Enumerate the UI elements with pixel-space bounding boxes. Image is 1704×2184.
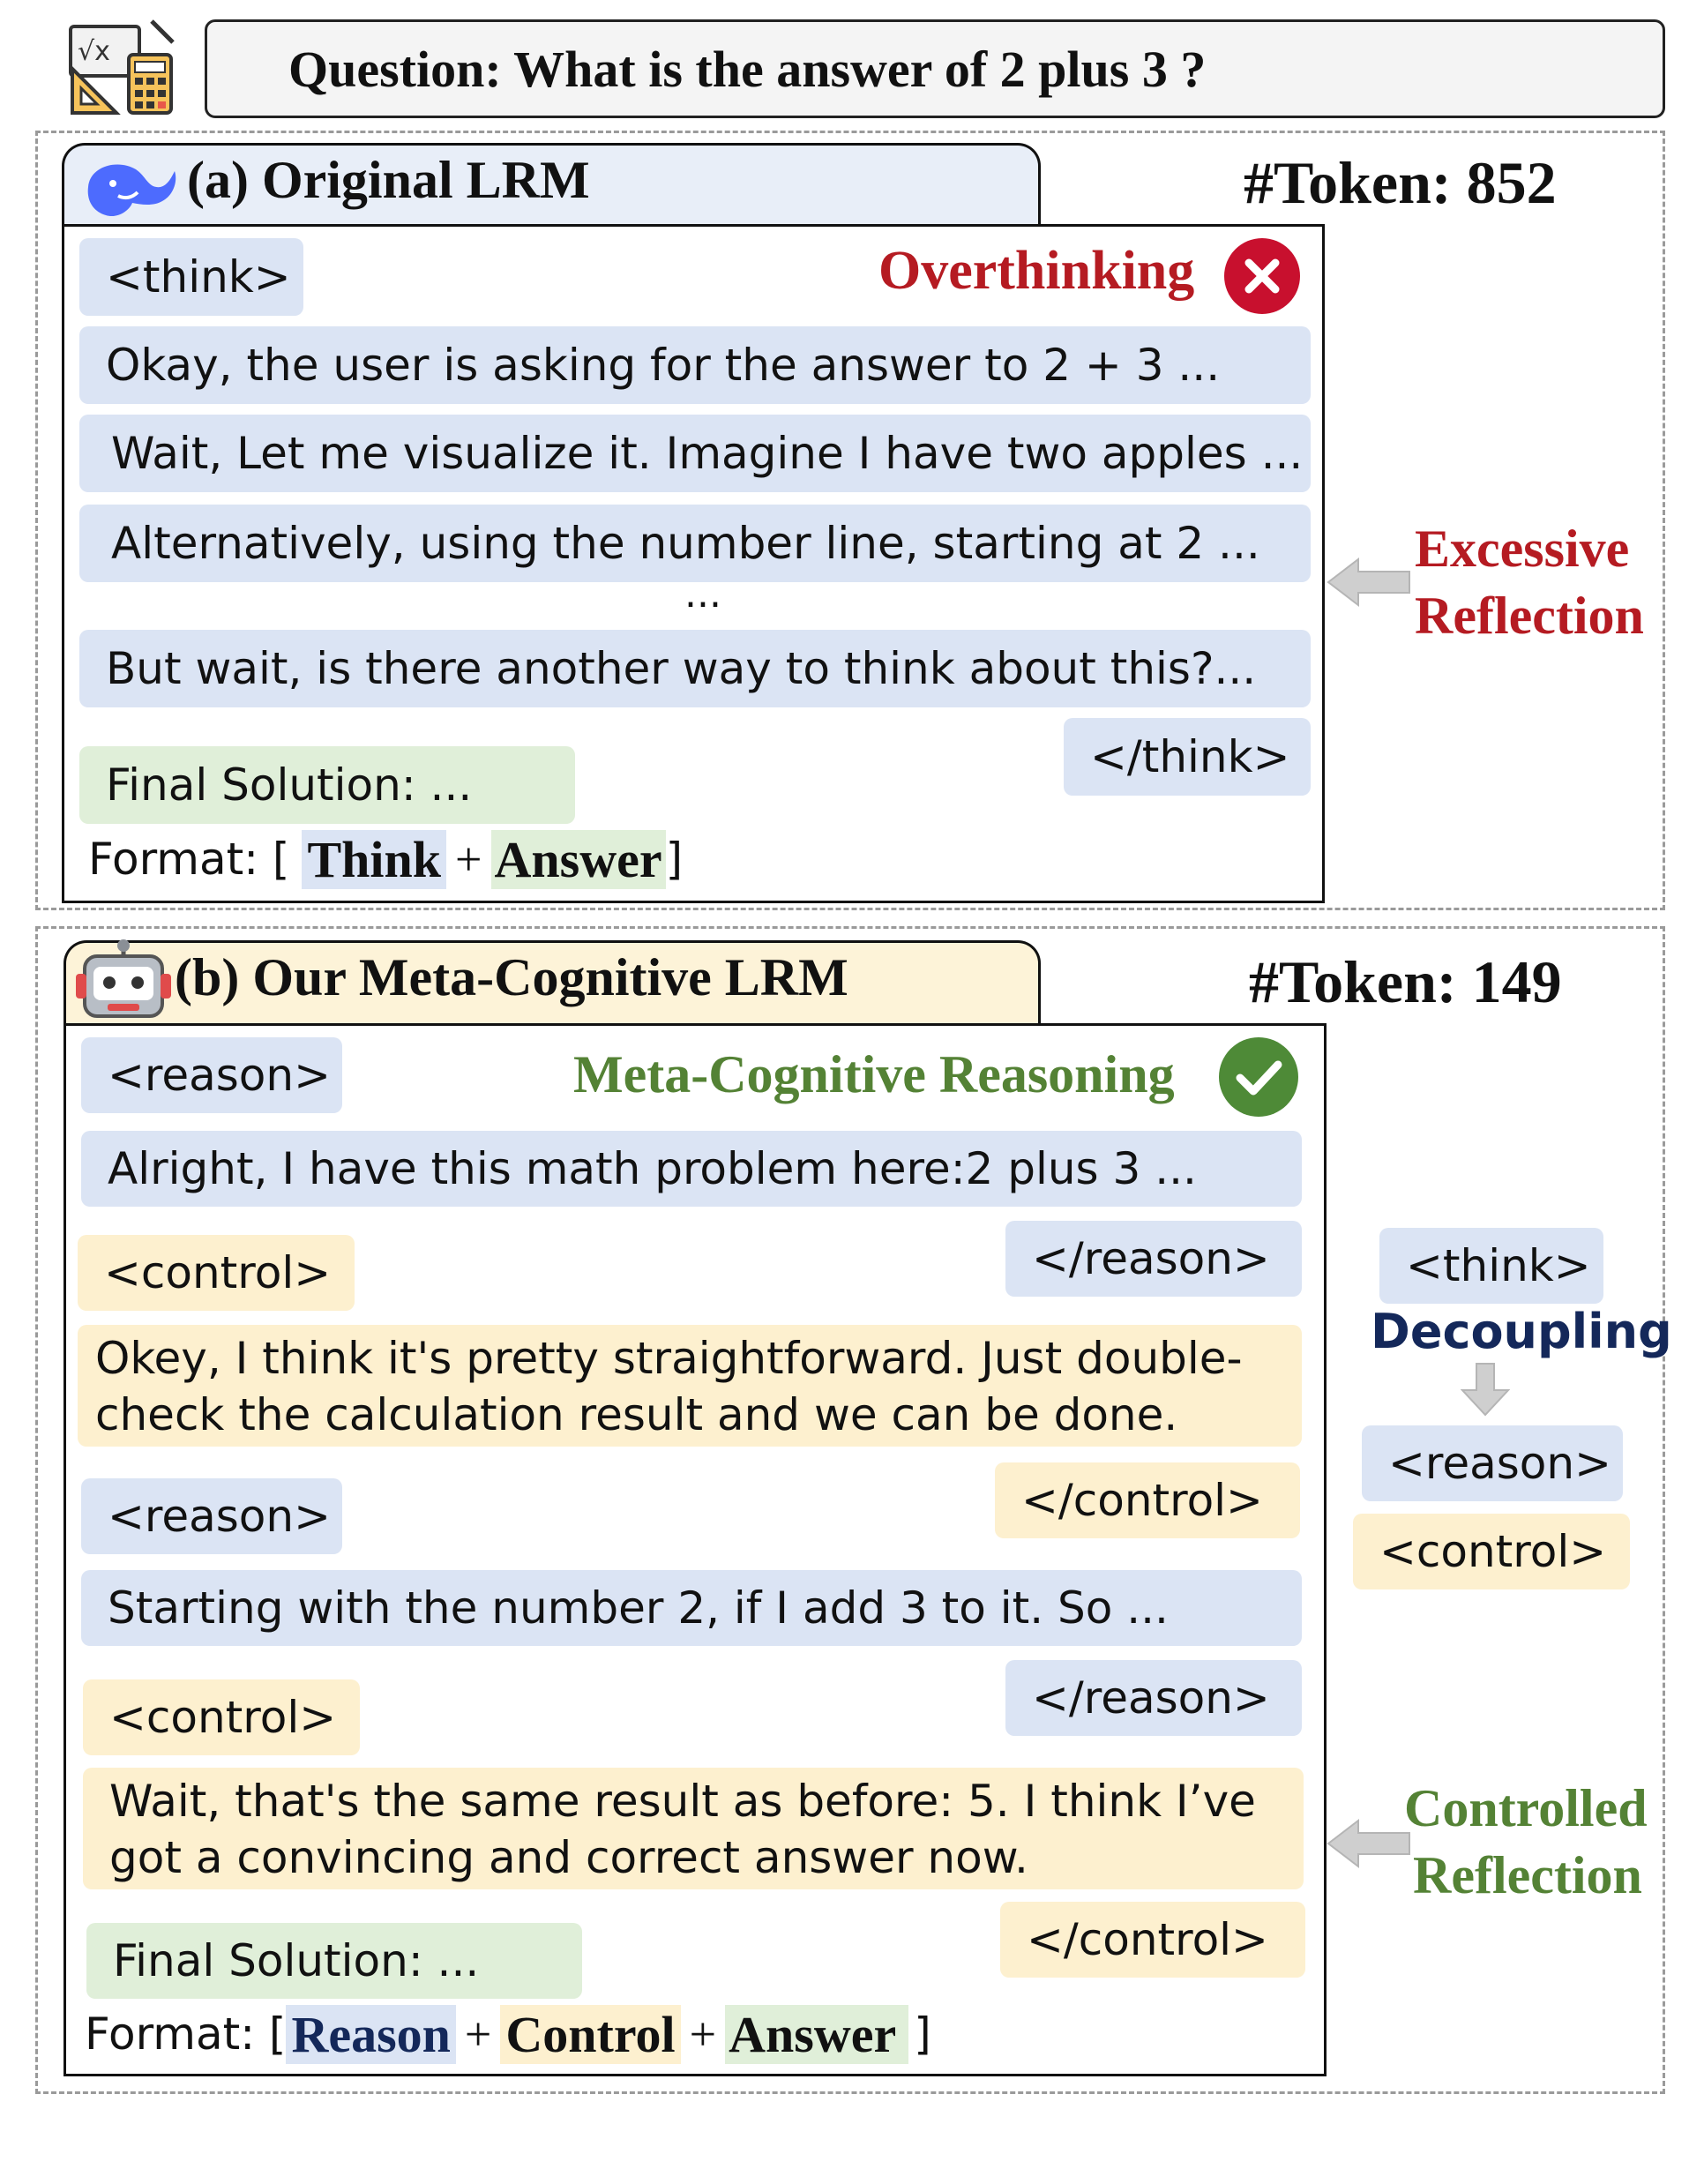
decoupling-label: Decoupling <box>1371 1304 1672 1359</box>
panel-b-token-count: #Token: 149 <box>1249 948 1562 1015</box>
down-arrow-icon <box>1461 1362 1510 1417</box>
think-open-tag: <think> <box>79 238 303 316</box>
question-box <box>205 19 1665 118</box>
format-control: Control <box>500 2005 680 2064</box>
panel-a-final-solution: Final Solution: ... <box>79 746 575 824</box>
error-x-icon <box>1222 236 1302 316</box>
format-think: Think <box>302 830 446 889</box>
robot-icon <box>76 939 171 1023</box>
decouple-control-tag: <control> <box>1353 1514 1630 1589</box>
math-tools-icon <box>67 18 176 116</box>
check-icon <box>1217 1036 1300 1118</box>
format-answer: Answer <box>491 830 666 889</box>
overthinking-label: Overthinking <box>878 241 1195 301</box>
excessive-label: Excessive <box>1415 520 1630 578</box>
control-text-1: Okey, I think it's pretty straightforward. Just double- check the calculation result and we can be done. <box>78 1325 1302 1447</box>
panel-b-title: (b) Our Meta-Cognitive LRM <box>175 948 848 1006</box>
reason-close-tag-1: </reason> <box>1005 1221 1302 1297</box>
panel-a-token-count: #Token: 852 <box>1244 149 1557 216</box>
format-answer-b: Answer <box>725 2005 908 2064</box>
panel-a-line-3: Alternatively, using the number line, starting at 2 ... <box>79 505 1311 582</box>
panel-a-line-4: But wait, is there another way to think about this?... <box>79 630 1311 707</box>
decouple-think-tag: <think> <box>1379 1228 1603 1304</box>
controlled-label: Controlled <box>1404 1779 1648 1837</box>
reason-close-tag-2: </reason> <box>1005 1660 1302 1736</box>
reason-open-tag-2: <reason> <box>81 1478 342 1554</box>
reason-text-1: Alright, I have this math problem here:2 plus 3 ... <box>81 1131 1302 1207</box>
panel-a-left-arrow-icon <box>1327 556 1411 609</box>
reflection-label-a: Reflection <box>1415 587 1644 645</box>
reason-text-2: Starting with the number 2, if I add 3 to it. So ... <box>81 1570 1302 1646</box>
meta-cognitive-label: Meta-Cognitive Reasoning <box>573 1045 1175 1103</box>
panel-a-title: (a) Original LRM <box>187 151 590 209</box>
control-text-2: Wait, that's the same result as before: 5. I think I’ve got a convincing and correct answer now. <box>83 1768 1304 1889</box>
control-close-tag-2: </control> <box>1000 1902 1305 1978</box>
reflection-label-b: Reflection <box>1413 1846 1642 1904</box>
think-close-tag: </think> <box>1064 718 1311 796</box>
panel-a-format-line: Format: [ Think + Answer ] <box>88 830 684 888</box>
panel-b-final-solution: Final Solution: ... <box>86 1923 582 1999</box>
format-reason: Reason <box>286 2005 455 2064</box>
control-open-tag-2: <control> <box>83 1679 360 1755</box>
control-close-tag-1: </control> <box>995 1462 1300 1538</box>
svg-text:√x: √x <box>78 36 110 67</box>
reason-open-tag-1: <reason> <box>81 1037 342 1113</box>
panel-a-line-1: Okay, the user is asking for the answer to 2 + 3 ... <box>79 326 1311 404</box>
decouple-reason-tag: <reason> <box>1362 1425 1623 1501</box>
question-text: Question: What is the answer of 2 plus 3 ? <box>288 40 1207 98</box>
control-open-tag-1: <control> <box>78 1235 355 1311</box>
panel-a-ellipsis: ... <box>684 572 721 617</box>
panel-b-left-arrow-icon <box>1327 1817 1411 1870</box>
panel-b-format-line: Format: [ Reason + Control + Answer ] <box>85 2005 931 2063</box>
panel-a-line-2: Wait, Let me visualize it. Imagine I have two apples ... <box>79 415 1311 492</box>
whale-icon <box>83 152 180 222</box>
